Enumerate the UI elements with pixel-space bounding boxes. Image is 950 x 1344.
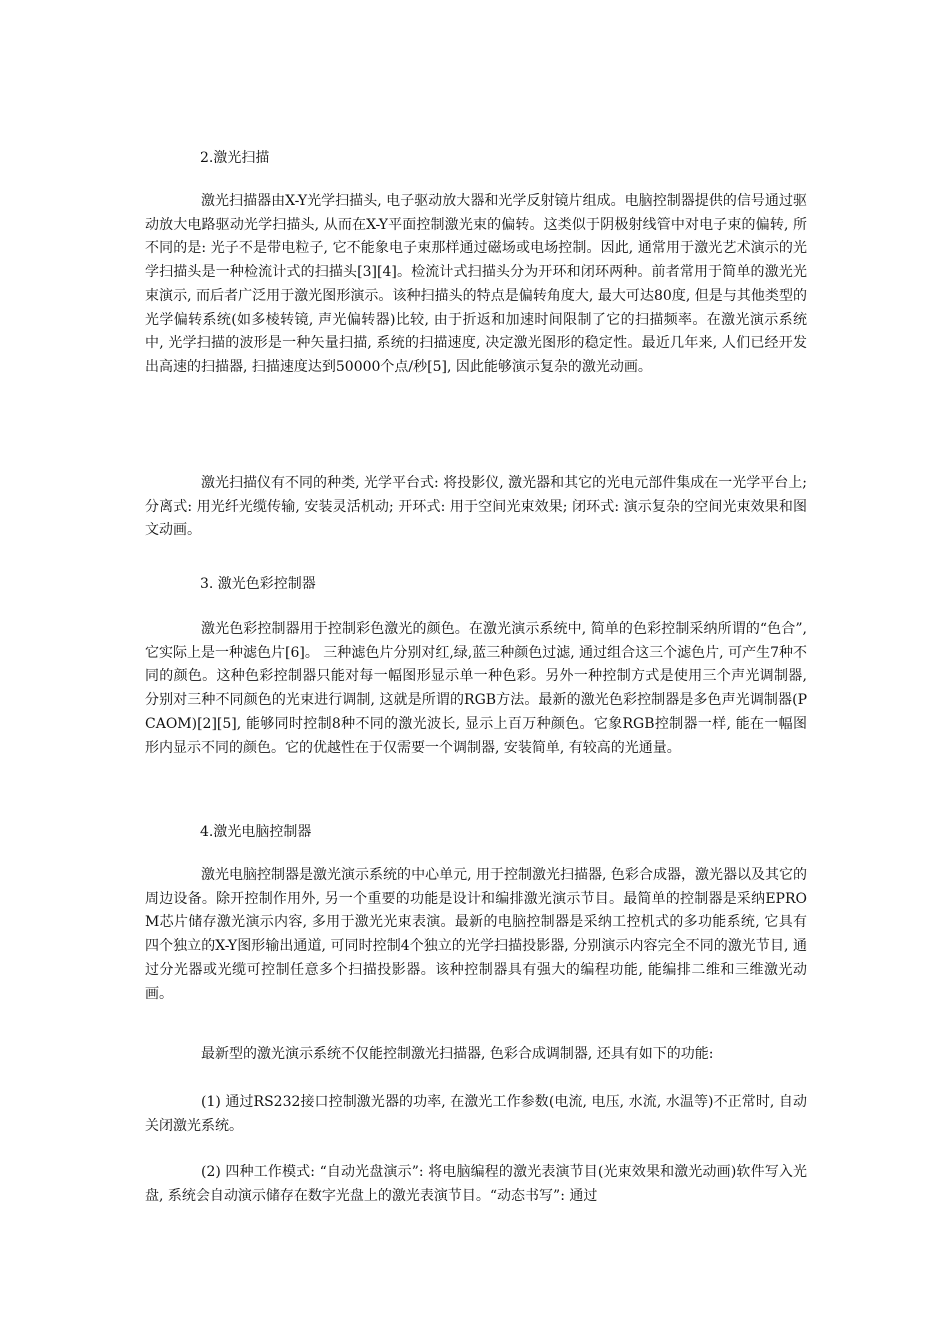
list-item-rs232-control: (1) 通过RS232接口控制激光器的功率, 在激光工作参数(电流, 电压, 水流, 水温等)不正常时, 自动关闭激光系统。 — [145, 1094, 807, 1134]
paragraph-new-system-intro: 最新型的激光演示系统不仅能控制激光扫描器, 色彩合成调制器, 还具有如下的功能: — [201, 1046, 714, 1062]
section-heading-color-controller: 3. 激光色彩控制器 — [200, 576, 316, 592]
section-heading-laser-scanning: 2.激光扫描 — [200, 150, 270, 166]
paragraph-scanner-types: 激光扫描仪有不同的种类, 光学平台式: 将投影仪, 激光器和其它的光电元部件集成在一光学平台上; 分离式: 用光纤光缆传输, 安装灵活机动; 开环式: 用于空间光束效果; 闭环式: 演示复杂的空间光束效果和图文动画。 — [145, 475, 807, 539]
paragraph-scanner-description: 激光扫描器由X-Y光学扫描头, 电子驱动放大器和光学反射镜片组成。电脑控制器提供的信号通过驱动放大电路驱动光学扫描头, 从而在X-Y平面控制激光束的偏转。这类似于阴极射线管中对电子束的偏转, 所不同的是: 光子不是带电粒子, 它不能象电子束那样通过磁场或电场控制。因此, 通常用于激光艺术演示的光学扫描头是一种检流计式的扫描头[3][4]。检流计式扫描头分为开环和闭环两种。前者常用于简单的激光光束演示, 而后者广泛用于激光图形演示。该种扫描头的特点是偏转角度大, 最大可达80度, 但是与其他类型的光学偏转系统(如多棱转镜, 声光偏转器)比较, 由于折返和加速时间限制了它的扫描频率。在激光演示系统中, 光学扫描的波形是一种矢量扫描, 系统的扫描速度, 决定激光图形的稳定性。最近几年来, 人们已经开发出高速的扫描器, 扫描速度达到50000个点/秒[5], 因此能够演示复杂的激光动画。 — [145, 193, 807, 375]
paragraph-color-controller: 激光色彩控制器用于控制彩色激光的颜色。在激光演示系统中, 简单的色彩控制采纳所谓的“色合”, 它实际上是一种滤色片[6]。 三种滤色片分别对红,绿,蓝三种颜色过滤, 通过组合这三个滤色片, 可产生7种不同的颜色。这种色彩控制器只能对每一幅图形显示单一种色彩。另外一种控制方式是使用三个声光调制器, 分别对三种不同颜色的光束进行调制, 这就是所谓的RGB方法。最新的激光色彩控制器是多色声光调制器(PCAOM)[2][5], 能够同时控制8种不同的激光波长, 显示上百万种颜色。它象RGB控制器一样, 能在一幅图形内显示不同的颜色。它的优越性在于仅需要一个调制器, 安装简单, 有较高的光通量。 — [145, 621, 807, 756]
section-heading-computer-controller: 4.激光电脑控制器 — [200, 824, 312, 840]
list-item-work-modes: (2) 四种工作模式: “自动光盘演示”: 将电脑编程的激光表演节目(光束效果和激光动画)软件写入光盘, 系统会自动演示储存在数字光盘上的激光表演节目。“动态书写”: 通过 — [145, 1164, 807, 1204]
paragraph-computer-controller: 激光电脑控制器是激光演示系统的中心单元, 用于控制激光扫描器, 色彩合成器，激光器以及其它的周边设备。除开控制作用外, 另一个重要的功能是设计和编排激光演示节目。最简单的控制器是采纳EPROM芯片储存激光演示内容, 多用于激光光束表演。最新的电脑控制器是采纳工控机式的多功能系统, 它具有四个独立的X-Y图形输出通道, 可同时控制4个独立的光学扫描投影器, 分别演示内容完全不同的激光节目, 通过分光器或光缆可控制任意多个扫描投影器。该种控制器具有强大的编程功能, 能编排二维和三维激光动画。 — [145, 867, 807, 1002]
